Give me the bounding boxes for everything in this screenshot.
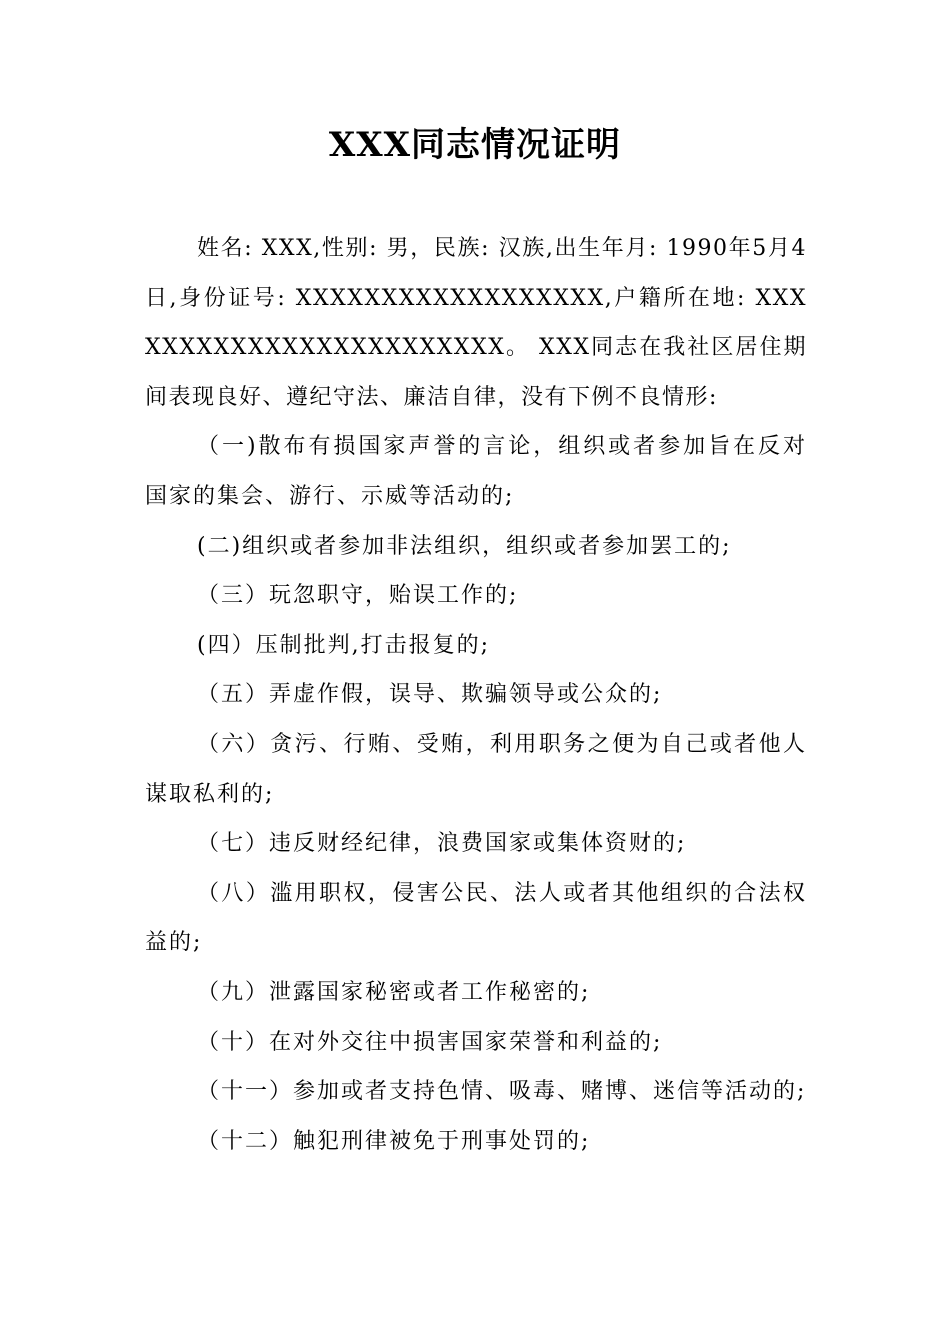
list-item: （一)散布有损国家声誉的言论，组织或者参加旨在反对国家的集会、游行、示威等活动的; [145, 434, 807, 509]
list-item: （十二）触犯刑律被免于刑事处罚的; [197, 1128, 591, 1154]
list-item: （十）在对外交往中损害国家荣誉和利益的; [197, 1029, 663, 1055]
list-item: (二)组织或者参加非法组织，组织或者参加罢工的; [197, 533, 732, 559]
list-item: （五）弄虚作假，误导、欺骗领导或公众的; [197, 682, 663, 708]
list-item: （七）违反财经纪律，浪费国家或集体资财的; [197, 831, 687, 857]
list-item: （十一）参加或者支持色情、吸毒、赌博、迷信等活动的; [197, 1079, 807, 1105]
document-body [145, 224, 807, 1166]
list-item: (四）压制批判,打击报复的; [197, 632, 490, 658]
intro-paragraph: 姓名: XXX,性别: 男，民族: 汉族,出生年月: 1990年5月4日,身份证号: XXXXXXXXXXXXXXXXXX,户籍所在地: XXXXXXXXXXXXXXXXXXXXXXXX。 XXX同志在我社区居住期间表现良好、遵纪守法、廉洁自律，没有下例不良情形: [145, 236, 807, 410]
list-item: （三）玩忽职守，贻误工作的; [197, 583, 519, 609]
list-item: （九）泄露国家秘密或者工作秘密的; [197, 979, 591, 1005]
document-title: XXX同志情况证明 [328, 125, 622, 165]
list-item: （六）贪污、行贿、受贿，利用职务之便为自己或者他人谋取私利的; [145, 731, 807, 807]
list-item: （八）滥用职权，侵害公民、法人或者其他组织的合法权益的; [145, 880, 807, 956]
